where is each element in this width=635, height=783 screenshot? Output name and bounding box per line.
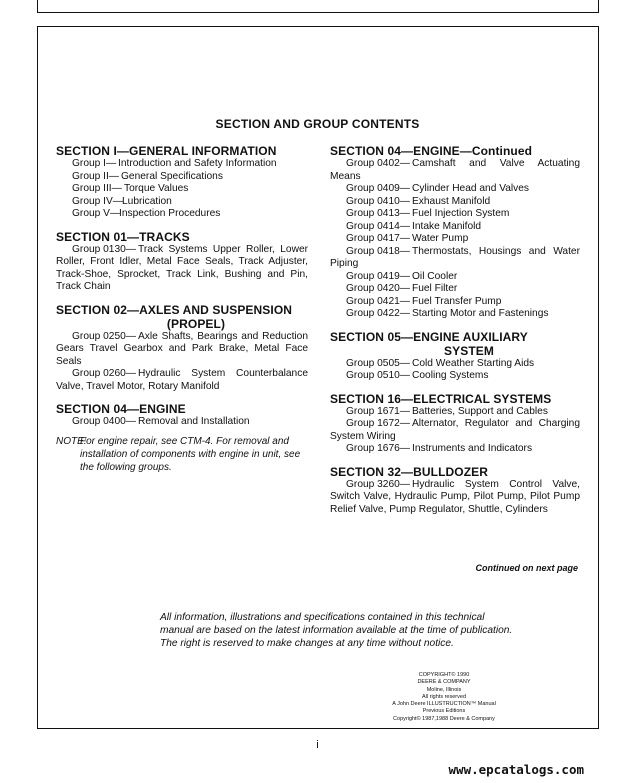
section-heading-sub: SYSTEM [444,343,494,358]
section-heading-sub: (PROPEL) [166,316,226,331]
section-heading: SECTION I—GENERAL INFORMATION [56,144,277,158]
group-entry [56,208,308,221]
copyright-line: Previous Editions [422,708,466,715]
group-number: Group 0402— [346,158,410,169]
watermark[interactable]: www.epcatalogs.com [448,762,584,777]
section-heading: SECTION 05—ENGINE AUXILIARY [330,329,528,344]
group-entry [56,171,308,184]
group-number: Group 0260— [72,368,136,379]
group-title: Fuel Transfer Pump [412,295,502,307]
section-block [56,303,308,394]
group-number: Group 0419— [346,270,410,282]
group-entry [330,308,580,321]
copyright-line: All rights reserved [421,693,467,700]
group-title: Starting Motor and Fastenings [412,308,549,319]
group-entry [330,233,580,246]
group-number: Group 1676— [346,443,410,454]
group-title: Removal and Installation [138,416,250,427]
group-number: Group 1672— [346,418,410,429]
group-title: Oil Cooler [412,270,458,282]
note-label: NOTE: [56,435,87,447]
group-number: Group 0130— [72,243,136,255]
section-block [56,144,308,221]
group-entry [330,208,580,221]
group-title: Cooling Systems [412,370,489,381]
group-number: Group 0505— [346,357,410,369]
group-entry [330,183,580,196]
group-number: Group III— [72,183,122,194]
group-title: Inspection Procedures [119,208,221,219]
group-title: Exhaust Manifold [412,195,491,207]
group-entry [56,244,308,294]
group-number: Group 0421— [346,295,410,307]
group-entry [330,221,580,234]
group-title: Cold Weather Starting Aids [412,357,535,369]
copyright-line: Copyright© 1987,1988 Deere & Company [393,715,495,722]
group-title: Instruments and Indicators [412,443,533,454]
group-number: Group 0414— [346,220,410,232]
group-title: Track Systems Upper Roller, Lower Roller, Front Idler, Metal Face Seals, Track Adjuster, Track-Shoe, Sprocket, Track Link, Bushing and Pin, Track Chain [56,243,308,292]
group-number: Group 1671— [346,405,410,417]
section-block [330,330,580,383]
group-entry [330,358,580,371]
section-block [330,465,580,517]
group-title: Camshaft and Valve Actuating Means [330,158,580,182]
group-title: Alternator, Regulator and Charging System Wiring [330,418,580,442]
right-column [330,144,580,525]
section-heading: SECTION 01—TRACKS [56,229,190,244]
section-heading: SECTION 04—ENGINE [56,402,186,416]
group-number: Group V— [72,208,121,219]
group-number: Group 0410— [346,195,410,207]
group-entry [330,196,580,209]
group-entry [330,246,580,271]
group-title: Torque Values [124,183,189,194]
note [56,435,308,474]
copyright-line: Moline, Illinois [426,686,462,693]
group-entry [56,368,308,393]
group-entry [330,418,580,443]
group-entry [330,283,580,296]
group-entry [56,183,308,196]
group-number: Group 0413— [346,208,410,219]
group-title: General Specifications [121,170,223,182]
group-entry [56,331,308,369]
section-heading: SECTION 32—BULLDOZER [330,464,489,479]
top-border [37,0,599,13]
group-title: Water Pump [412,233,469,244]
group-number: Group 3260— [346,478,410,490]
group-entry [330,479,580,517]
continued-note: Continued on next page [475,563,578,573]
group-entry [330,271,580,284]
section-heading: SECTION 16—ELECTRICAL SYSTEMS [330,391,552,406]
section-block [330,392,580,456]
section-heading: SECTION 04—ENGINE—Continued [330,144,533,158]
page-number: i [316,739,319,751]
disclaimer: All information, illustrations and specifications contained in this technical manual are based on the latest information available at the time of publication. The right is reserved to make changes at any time without notice. [160,612,513,649]
group-title: Hydraulic System Counterbalance Valve, Travel Motor, Rotary Manifold [56,368,308,392]
copyright-line: COPYRIGHT© 1990 [418,672,470,678]
group-entry [330,443,580,456]
left-column [56,144,308,483]
group-number: Group IV— [72,195,123,207]
group-title: Fuel Injection System [412,208,510,219]
group-title: Hydraulic System Control Valve, Switch Valve, Hydraulic Pump, Pilot Pump, Pilot Pump Relief Valve, Pump Regulator, Shuttle, Cylinders [330,478,580,515]
group-number: Group I— [72,158,117,169]
group-title: Fuel Filter [412,283,458,294]
group-title: Intake Manifold [412,220,482,232]
group-number: Group 0417— [346,233,410,244]
group-title: Cylinder Head and Valves [412,183,530,194]
section-block [56,402,308,474]
group-number: Group 0418— [346,245,410,257]
group-number: Group 0422— [346,308,410,319]
group-entry [330,406,580,419]
group-number: Group 0420— [346,283,410,294]
section-heading: SECTION 02—AXLES AND SUSPENSION [56,302,293,317]
page-title: SECTION AND GROUP CONTENTS [215,117,420,131]
group-title: Axle Shafts, Bearings and Reduction Gears Travel Gearbox and Park Brake, Metal Face Seals [56,330,308,367]
group-title: Thermostats, Housings and Water Piping [330,245,580,269]
group-entry [330,158,580,183]
group-number: Group 0409— [346,183,410,194]
group-number: Group 0400— [72,416,136,427]
group-number: Group II— [72,170,119,182]
section-block [330,144,580,321]
group-title: Lubrication [122,195,172,207]
group-entry [330,370,580,383]
group-title: Introduction and Safety Information [118,158,277,169]
section-block [56,230,308,294]
group-entry [56,196,308,209]
group-title: Batteries, Support and Cables [412,405,548,417]
group-entry [330,296,580,309]
copyright-block [384,672,504,723]
note-text: For engine repair, see CTM-4. For removal and installation of components with engine in unit, see the following groups. [80,435,301,473]
group-entry [56,416,308,429]
copyright-line: A John Deere ILLUSTRUCTION™ Manual [392,701,496,708]
copyright-line: DEERE & COMPANY [417,679,471,686]
group-number: Group 0510— [346,370,410,381]
group-entry [56,158,308,171]
group-number: Group 0250— [72,330,136,342]
